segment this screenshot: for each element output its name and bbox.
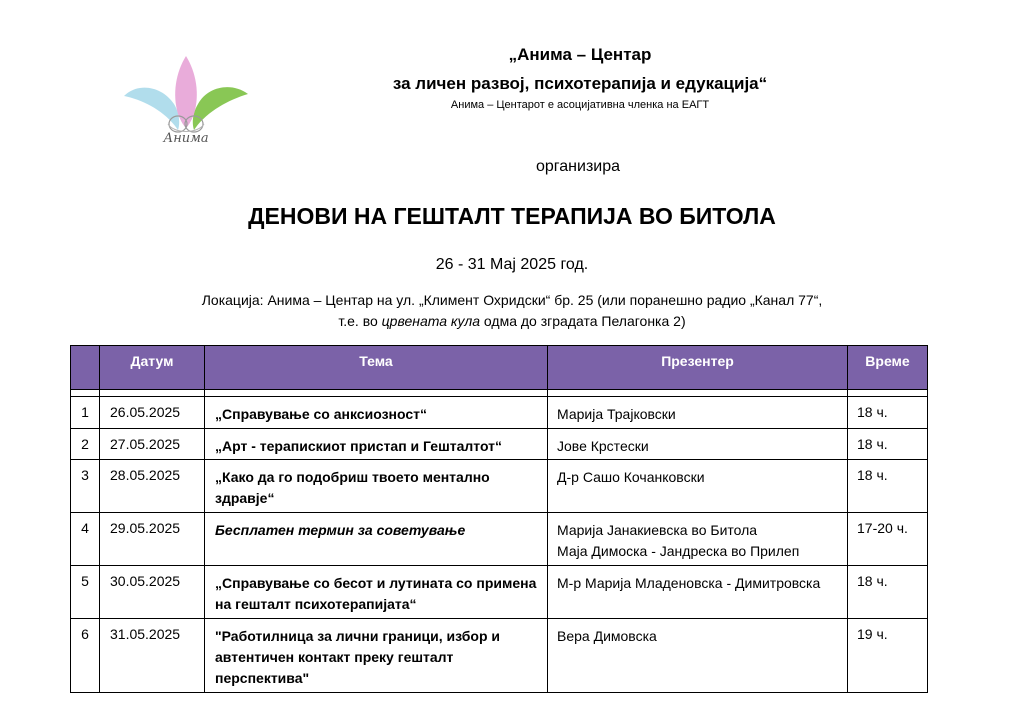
event-dates: 26 - 31 Мај 2025 год.: [435, 256, 589, 273]
row-time: 18 ч.: [848, 397, 928, 429]
row-time: 19 ч.: [848, 619, 928, 693]
logo-blue-leaf: [124, 88, 179, 130]
row-presenter: Д-р Сашо Кочанковски: [548, 460, 848, 513]
header-presenter: Презентер: [548, 346, 848, 390]
row-presenter: Марија Трајковски: [548, 397, 848, 429]
row-topic: Бесплатен термин за советување: [205, 513, 548, 566]
header-time: Време: [848, 346, 928, 390]
row-num: 5: [71, 566, 100, 619]
logo-wordmark: Анима: [163, 131, 209, 146]
table-row: [71, 619, 928, 693]
event-title: ДЕНОВИ НА ГЕШТАЛТ ТЕРАПИЈА ВО БИТОЛА: [248, 203, 776, 229]
row-date: 28.05.2025: [100, 460, 205, 513]
row-date: 26.05.2025: [100, 397, 205, 429]
table-row: [71, 429, 928, 460]
row-num: 1: [71, 397, 100, 429]
row-date: 30.05.2025: [100, 566, 205, 619]
location-line2: [0, 313, 1024, 329]
table-row: [71, 566, 928, 619]
row-date: 31.05.2025: [100, 619, 205, 693]
location-line2-prefix: т.е. во: [338, 313, 382, 329]
organizes-text: организира: [535, 158, 621, 175]
row-topic: „Справување со бесот и лутината со примена на гешталт психотерапијата“: [205, 566, 548, 619]
org-membership-note: Анима – Центарот е асоцијативна членка на ЕАГТ: [450, 99, 710, 111]
row-num: 4: [71, 513, 100, 566]
schedule-table: [70, 345, 928, 693]
header-topic: Тема: [205, 346, 548, 390]
org-name-line1: „Анима – Центар: [508, 45, 652, 64]
table-row: [71, 513, 928, 566]
row-topic: "Работилница за лични граници, избор и автентичен контакт преку гешталт перспектива": [205, 619, 548, 693]
row-num: 3: [71, 460, 100, 513]
row-time: 18 ч.: [848, 566, 928, 619]
row-topic: „Арт - терапискиот пристап и Гешталтот“: [205, 429, 548, 460]
row-presenter: Јове Крстески: [548, 429, 848, 460]
row-num: 2: [71, 429, 100, 460]
row-time: 17-20 ч.: [848, 513, 928, 566]
header-spacer-row: [71, 390, 928, 397]
row-date: 27.05.2025: [100, 429, 205, 460]
row-presenter: Вера Димовска: [548, 619, 848, 693]
location-line1: Локација: Анима – Центар на ул. „Климент Охридски“ бр. 25 (или поранешно радио „Канал 77“,: [201, 292, 823, 308]
location-line2-italic: црвената кула: [381, 313, 481, 329]
row-presenter-line1: Марија Јанакиевска во Битола: [557, 522, 758, 538]
org-name-line2: за личен развој, психотерапија и едукација“: [392, 74, 768, 93]
table-header-row: [71, 346, 928, 390]
row-topic: „Справување со анксиозност“: [205, 397, 548, 429]
row-time: 18 ч.: [848, 429, 928, 460]
row-presenter: М-р Марија Младеновска - Димитровска: [548, 566, 848, 619]
logo-green-leaf: [193, 87, 248, 130]
table-row: [71, 460, 928, 513]
header-date: Датум: [100, 346, 205, 390]
row-time: 18 ч.: [848, 460, 928, 513]
row-date: 29.05.2025: [100, 513, 205, 566]
table-row: [71, 397, 928, 429]
row-presenter-line2: Маја Димоска - Јандреска во Прилеп: [557, 543, 800, 559]
row-topic: „Како да го подобриш твоето ментално здравје“: [205, 460, 548, 513]
location-line2-suffix: одма до зградата Пелагонка 2): [480, 313, 686, 329]
row-num: 6: [71, 619, 100, 693]
row-presenter: [548, 513, 848, 566]
header-num: [71, 346, 100, 390]
